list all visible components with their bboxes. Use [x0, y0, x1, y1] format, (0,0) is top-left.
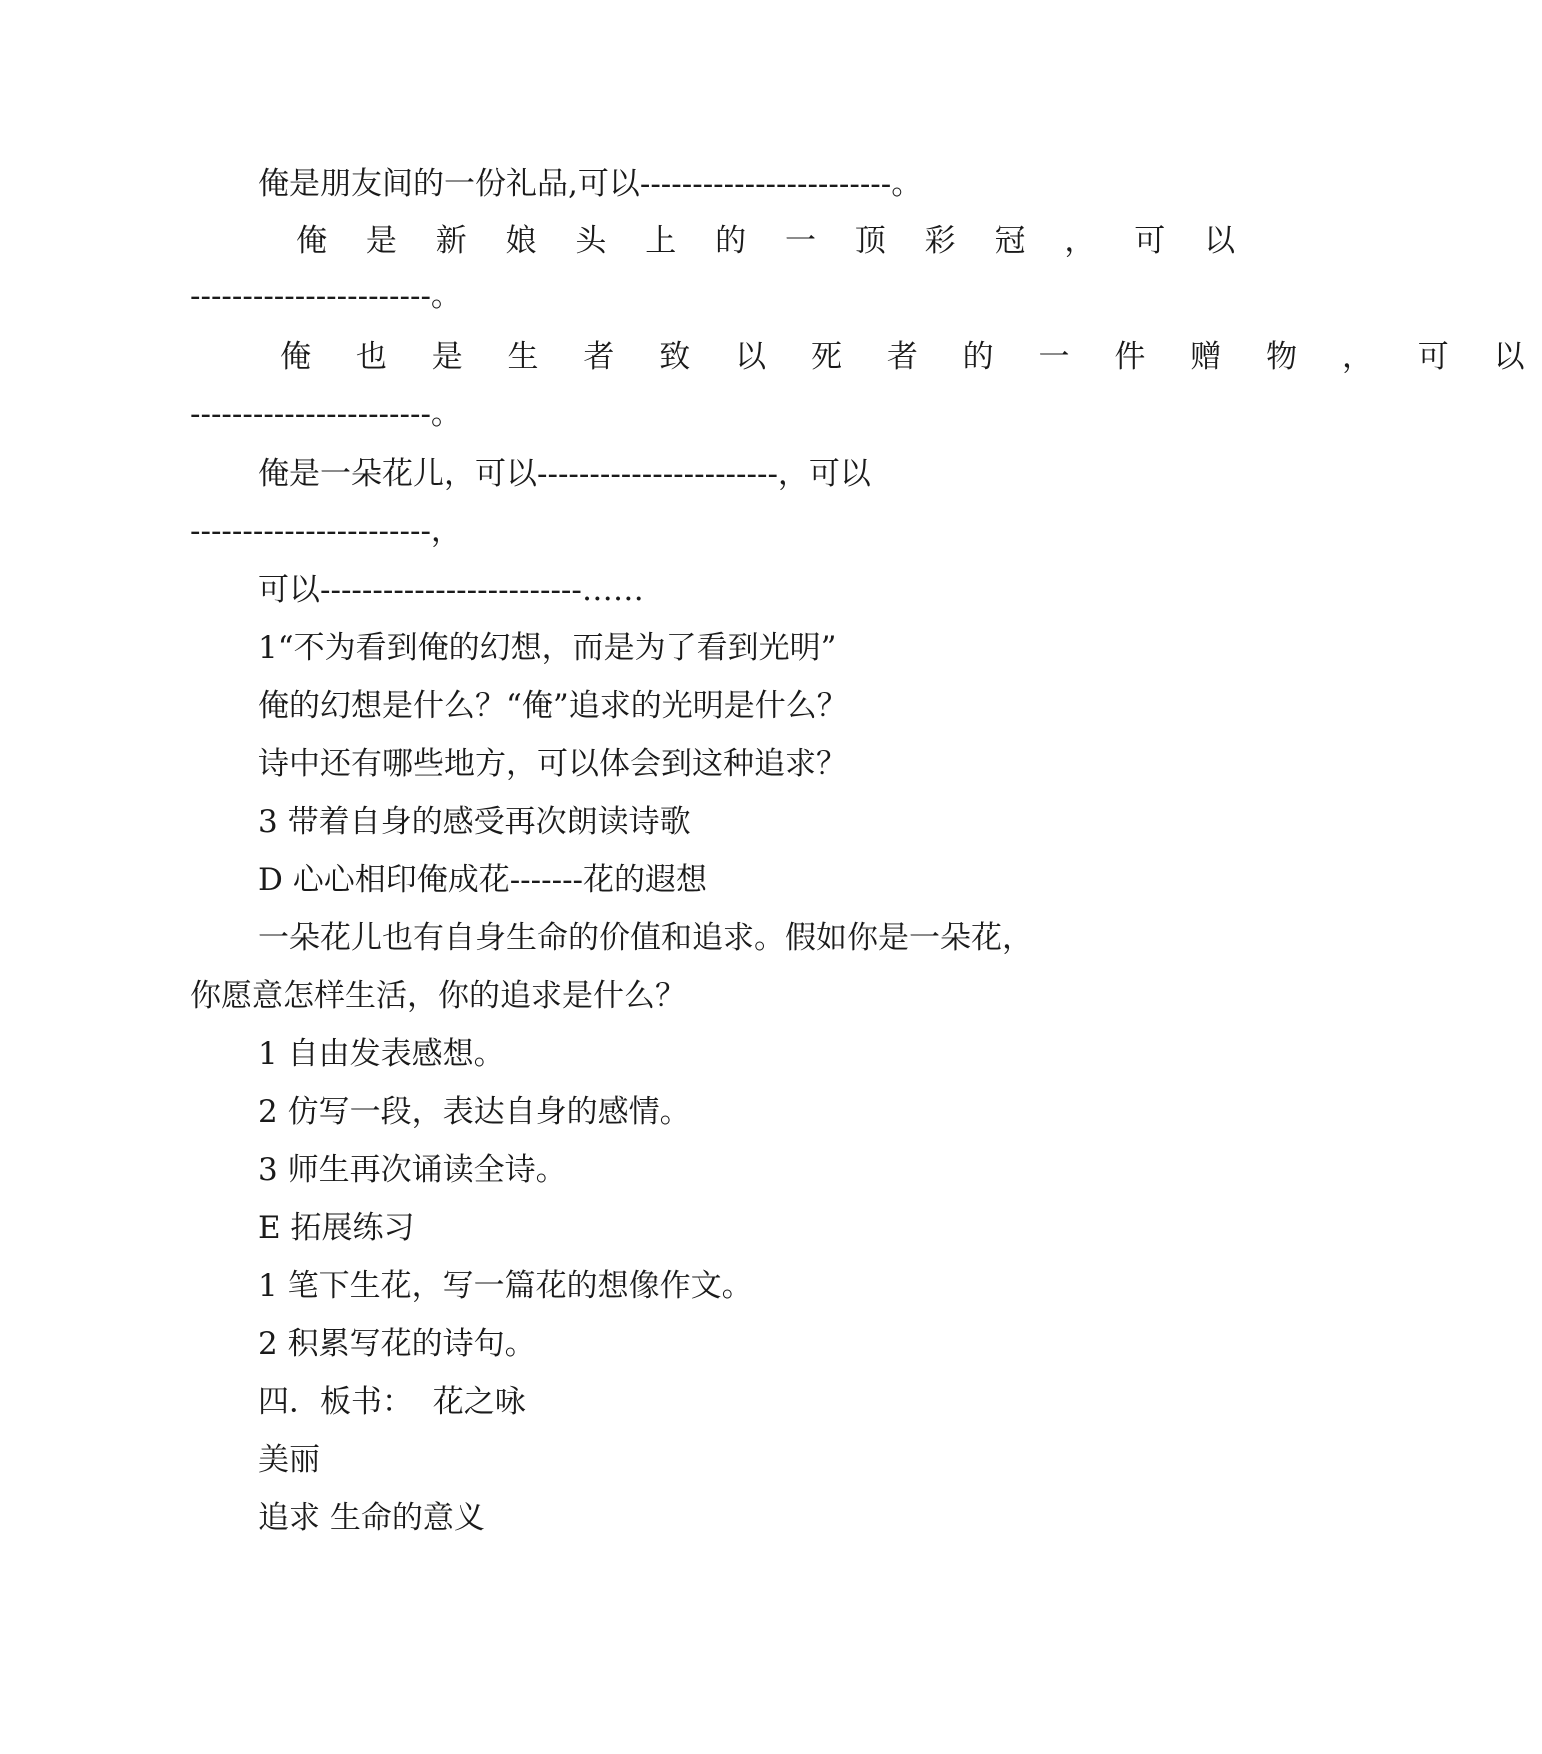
- text-line: 俺是朋友间的一份礼品,可以------------------------。: [258, 166, 923, 202]
- text-line: 俺 也 是 生 者 致 以 死 者 的 一 件 赠 物 ， 可 以: [280, 339, 1542, 375]
- text-line: 3 师生再次诵读全诗。: [258, 1152, 567, 1188]
- text-line: 一朵花儿也有自身生命的价值和追求。假如你是一朵花，: [258, 920, 1033, 956]
- text-line: D 心心相印俺成花-------花的遐想: [258, 862, 708, 898]
- text-line: -----------------------，: [190, 513, 462, 549]
- text-line: 诗中还有哪些地方，可以体会到这种追求？: [258, 746, 847, 782]
- text-line: -----------------------。: [190, 396, 462, 432]
- text-line: 俺 是 新 娘 头 上 的 一 顶 彩 冠 ， 可 以: [296, 223, 1250, 259]
- text-line: 2 积累写花的诗句。: [258, 1326, 536, 1362]
- text-line: 四．板书： 花之咏: [258, 1384, 526, 1420]
- text-line: 1 自由发表感想。: [258, 1036, 505, 1072]
- text-line: 2 仿写一段，表达自身的感情。: [258, 1094, 691, 1130]
- text-line: -----------------------。: [190, 278, 462, 314]
- text-line: E 拓展练习: [258, 1210, 415, 1246]
- text-line: 追求 生命的意义: [258, 1500, 485, 1536]
- text-line: 俺的幻想是什么？“俺”追求的光明是什么？: [258, 688, 848, 724]
- text-line: 1 笔下生花，写一篇花的想像作文。: [258, 1268, 753, 1304]
- text-line: 美丽: [258, 1442, 320, 1478]
- text-line: 可以-------------------------……: [258, 572, 644, 608]
- text-line: 俺是一朵花儿，可以-----------------------，可以: [258, 456, 871, 492]
- text-line: 你愿意怎样生活，你的追求是什么？: [190, 978, 686, 1014]
- text-line: 3 带着自身的感受再次朗读诗歌: [258, 804, 691, 840]
- text-line: 1“不为看到俺的幻想，而是为了看到光明”: [258, 630, 837, 666]
